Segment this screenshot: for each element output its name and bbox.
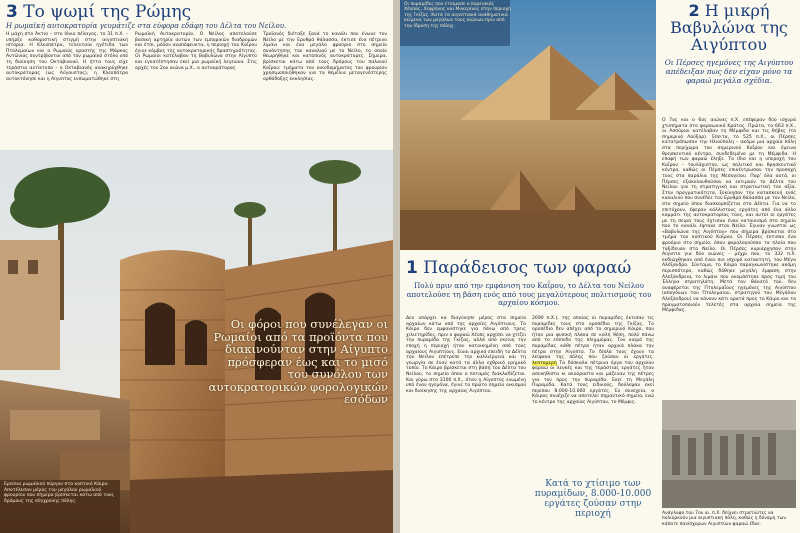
section-1-body-col-2-text-b [532, 361, 654, 405]
section-1-body-col-2 [532, 316, 654, 406]
section-1-body-col-1: Δεν υπάρχει κα διαγύνησε μέρος στα σημεία αρχαίων κάτω από της αρχαίες Αιγύπτιους. Το Κάιρο δεν εμφανίστηκε για πάνω από τρεις χιλιετηρίδες, πριν ο φαραώ Χέοπς αρχίσει να χτίζει την πυραμίδα της Γκίζας, αλλά από εκείνη την εποχή η περιοχή ήταν κατοικημένη από τους αρχαίους Αιγυπτίους. Είναι αρχικά επειδή το Δέλτα του Νείλου επέτρεπε την καλλιέργεια και τη γεωργία σε έναν κατά τα άλλα εχθρικό ερημικό τοπίο. Το Κάιρο βρίσκεται στη βάση του Δέλτα του Νείλου, το σημείο όπου ο ποταμός διακλαδίζεται. Και γύρω στο 3100 π.Χ., όταν η Αίγυπτος ενωμένη υπό έναν ηγεμόνα, έγινε το πρώτο σημείο οικισμού και διοίκησης της αρχαίας Αιγύπτου. [406, 316, 526, 394]
section-2-number: 2 [688, 1, 700, 20]
section-1-title [406, 258, 631, 278]
section-1-pull-quote: Κατά το χτίσιμο των πυραμίδων, 8.000-10.000 εργάτες ζούσαν στην περιοχή [534, 479, 652, 519]
section-3-pull-quote: Οι φόροι που συνέλεγαν οι Ρωμαίοι από τα προϊόντα που διακινούνταν στην Αίγυπτο πρόσφεραν έως και το μισό του συνόλου των αυτοκρατορικών φορολογικών εσόδων [208, 317, 388, 406]
section-3-subtitle: Η ρωμαϊκή αυτοκρατορία γευμάτιζε στα εύφορα εδάφη του Δέλτα του Νείλου. [6, 22, 287, 30]
section-3-title [6, 2, 191, 22]
highlighted-word: λεπτομερή [532, 360, 557, 366]
section-3-number: 3 [6, 2, 18, 22]
left-page [0, 0, 393, 533]
relief-photo-caption: Ανάγλυφο του 7ου αι. π.Χ. δείχνει στρατιώτες να πολιορκούν μια αιγυπτιακή πόλη, καθώς η δύναμη των κάποτε πανίσχυρων Αιγυπτίων φαραώ έδυε. [662, 511, 786, 527]
section-2-deck: Οι Πέρσες ηγεμόνες της Αιγύπτου απέδειξαν πως δεν είχαν μόνο τα φαραώ μεγάλα σχέδια. [664, 58, 794, 85]
section-3-title-text: Το ψωμί της Ρώμης [23, 2, 192, 22]
section-1-body-col-2-cont: Τα δύσκαλα πέτρινα έργα του αρχαίου φαραώ οι λευκές και της τεράστιας εργάτες ήταν ασυνήθιστα κι ακούραστα και μάζευαν της πέτρες για τον προς την πυραμίδα. Εκεί τη Μεγάλη Πυραμίδα. Κατά τους ειδικούς, δούλεψαν εκεί περίπου 8.000-10.000 εργάτες. Εν συνεχεία, ο Κάιρος συνέχιζε να αποτελεί σημαντικό σημείο, ενώ το κέντρο της αρχαίας Αιγύπτου, το Μέμφις. [532, 360, 654, 405]
section-1-deck: Πολύ πριν από την εμφάνιση του Καΐρου, το Δέλτα του Νείλου αποτελούσε τη βάση ενός από τους μεγαλύτερους πολιτισμούς του αρχαίου κόσμου. [406, 281, 652, 308]
pyramids-photo-caption: Οι πυραμίδες που ετοίμασε ο πορειακός Χέοπας, Χεφρήνος και Μυκερίνος στην περιοχή της Γκίζας. Κατά τα αιγυπτιακά αναθηματικά κείμενα των μεγάλων τους αιώνων πριν από την ίδρυση της πόλης. [404, 2, 511, 29]
section-1-number: 1 [406, 258, 418, 278]
right-page [400, 0, 800, 533]
section-3-photo-caption: Ερείπια ρωμαϊκού πύργου στο κοπτικό Κάιρο. Αποτέλεσαν μέρος του μεγάλου ρωμαϊκού φρουρίου που σήμερα βρίσκεται κάτω από τους δρόμους της σύγχρονης πόλης. [4, 482, 115, 504]
section-2-title-text: Η μικρή Βαβυλώνα της Αιγύπτου [670, 1, 788, 54]
relief-sculpture-photo [662, 400, 796, 508]
section-3-body-col-2: Ρωμαϊκή Αυτοκρατορία. Ο Νείλος αποτελούσε βασική αρτηρία αυτών των εμπορικών διαδρομών και έτσι, μόλον αναπόφευκτα, η περιοχή του Καΐρου έγινε κόμβος της αυτοκρατορικής δραστηριότητας. Οι Ρωμαίοι κατέλαβαν τη Βαβυλώνα στην Αίγυπτο και εγκατέστησαν εκεί μια ρωμαϊκή λεγεώνα. Στις αρχές του 2ου αιώνα μ.Χ., ο αυτοκράτορας [135, 32, 257, 71]
section-2-body: Ο 7ος και ο 6ος αιώνας π.Χ. επέφεραν δύο ισχυρά χτυπήματα στο φαραωνικό Κράτος. Πρώτα, το 663 π.Χ., οι Ασσύριοι κατέλαβαν τη Μέμφιδα και τις θήβες (το σημερινό Λούξορ). Έπειτα, το 525 π.Χ., οι Πέρσες κατατρόπωσαν την Ηλιούπολη – ακόμα μια αρχαία πόλη στα περίχωρα του σημερινού Καΐρου και έμεινα θρησκευτικό κέντρο, συνδεδεμένο με τη Μέμφιδα. Η επαφή των φαραώ έληξε. Το ίδιο και η υπεροχή του Καΐρου – τουλάχιστον, ως πολιτικό και θρησκευτικό κέντρο, καθώς οι Πέρσες επικέντρωσαν την προσοχή τους στα παράλια της Μεσογείου. Παρ' όλα αυτά, οι Πέρσες εξακολουθούσαν να εκτιμούν το Δέλτα του Νείλου για τη στρατηγική και στρατιωτική του αξία. Στην πραγματικότητα, ξεκίνησαν την κατασκευή ενός καναλιού που συνέδεε τον Ερυθρά θάλασσα με τον Νείλο, στο σημείο όπου διασκορπίζεται στο Δέλτα. Για να το επιτύχουν, έφεραν κάλλιστους εργάτες από ένα άλλο κομμάτι της αυτοκρατορίας τους, και αυτοί οι εργάτες με τη σειρά τους έχτισαν έναν κατοικισμό στο σημείο που το κανάλι έφτανε στον Νείλο. Έγιναν γνωστοί ως «Βαβυλώνα της Αιγύπτου» που σήμερα βρίσκεται στο τμήμα του κοπτικού Καΐρου. Οι Πέρσες έκτισαν ένα φρούριο στο σημείο, όπου φορολογούσαν τα πλοία που ταξίδευαν στο Νείλο. Οι Πέρσες κυριάρχησαν στην Αίγυπτο για δύο αιώνες – μέχρι που, το 332 π.Χ. εκδιώχθηκαν από έναν πιο ισχυρό κατακτητή, τον Μέγα Αλέξανδρο. Σύντομα, το Κάιρο παραγκωνίστηκε ακόμη περισσότερο, καθώς δόθηκε μεγάλη έμφαση στην Αλεξάνδρεια, το λιμάνι που ονομάστηκε προς τιμή του Έλληνα στρατηλάτη. Μετά τον θάνατό του, δεν αναφέρεται της Πτολεμαΐους ηγεμόνες της Αιγύπτου (απογόνων του Πτολεμαίου, στρατηγού του Μεγάλου Αλεξάνδρου) να κάνουν κάτι ορατά προς το Κάιρο και τα πραγματοποιούν τελετές στα αρχαία σημεία της Μέμφιδας. [662, 118, 796, 314]
section-3-body-col-3: Τραϊανός διέταξε ξανά το κανάλι που ένωνε τον Νείλο με την Ερυθρά θάλασσα, έκτισε ένα πέτρινο λιμάνι και ένα μεγάλο φρούριο στο σημείο συνάντησης του καναλιού με το Νείλο, το οποίο θεωρήθηκε και κατοπινός αυτοκράτορες. Σήμερα, βρίσκεται κάτω από τους δρόμους του παλαιού Καΐρου: τμήματα του οικοδομήματος του φρουρίου χρησιμοποιήθηκαν για τα θεμέλια μεταγενέστερης ορθόδοξης εκκλησίας. [263, 32, 387, 82]
section-1-body-col-2-text: 2690 π.Χ.), της οποίας οι πυραμίδες έκτισαν τις πυραμίδες τους στο οροπέδιο της Γκίζας. Το οροπέδιο δεν απέχει από το σημερινό Κάιρο, που ήταν μια φυσική πλάκα σε καλή θέση, πολύ πάνω από το επίπεδο της πλημμύρας. Τον καιρό της πυραμίδας κάθε πέτρα ήταν αρχικά πλάκα την πέτρα στην Αίγυπτο. Το δίπλα τους έχουν τα λείψανα της πόλης που ζούσαν οι εργάτες. [532, 316, 654, 361]
giza-pyramids-photo [400, 0, 656, 250]
section-3-body-col-1: Η μάχη στο Άκτιο – στο Ιόνιο πέλαγος, το 31 π.Χ. – υπήρξε καθοριστική στιγμή στην αιγυπτιακή ιστορία. Η Κλεοπάτρα, τελευταία ηγέτιδα των Πτολεμαίων και ο Ρωμαίος εραστής της Μάρκος Αντώνιος συντρίβονται από τον ρωμαϊκό στόλο υπό τη διοίκηση του Οκταβιανού. Η ήττα τους είχε τεράστιο αντίκτυπο – ο Οκταβιανός ανακηρύχθηκε αυτοκράτορας (ως Αύγουστος), η Κλεοπάτρα αυτοκτόνησε και η Αίγυπτος ενσωματώθηκε στη [6, 32, 128, 82]
page-gutter [393, 0, 400, 533]
section-2-title [662, 2, 796, 53]
section-1-title-text: Παράδεισος των φαραώ [423, 258, 632, 278]
